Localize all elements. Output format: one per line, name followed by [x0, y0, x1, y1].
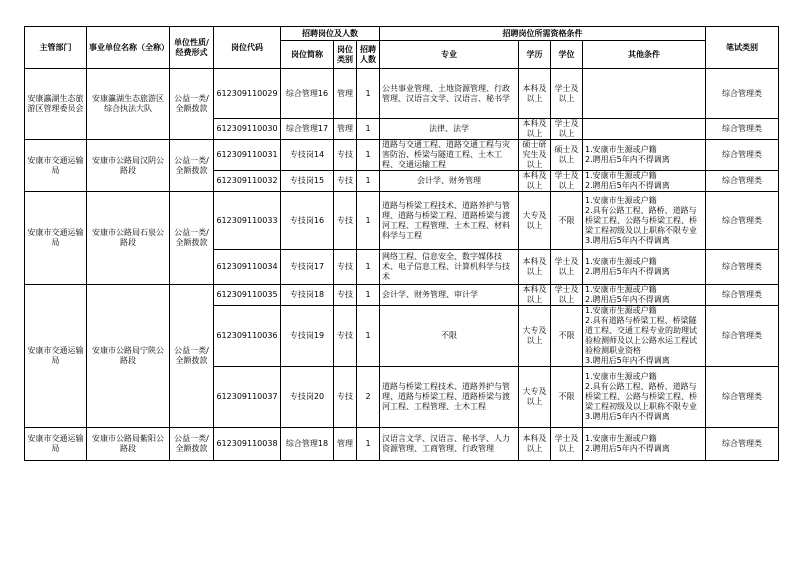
count-cell: 2	[357, 367, 380, 428]
degree-cell: 学士及以上	[551, 171, 583, 192]
major-cell: 道路与交通工程、道路交通工程与灾害防治、桥梁与隧道工程、土木工程、交通运输工程	[380, 140, 519, 171]
header-qual-group: 招聘岗位所需资格条件	[380, 27, 706, 41]
other-cell: 1.安康市生源或户籍 2.聘用后5年内不得调离	[583, 428, 706, 461]
dept-cell: 安康市交通运输局	[25, 140, 87, 192]
degree-cell: 不限	[551, 367, 583, 428]
major-cell: 会计学、财务管理	[380, 171, 519, 192]
other-cell	[583, 119, 706, 140]
code-cell: 612309110038	[214, 428, 281, 461]
header-edu: 学历	[519, 41, 551, 69]
pos-name-cell: 专技岗17	[281, 250, 334, 285]
degree-cell: 不限	[551, 192, 583, 250]
code-cell: 612309110034	[214, 250, 281, 285]
header-dept: 主管部门	[25, 27, 87, 69]
header-pos-name: 岗位简称	[281, 41, 334, 69]
code-cell: 612309110029	[214, 69, 281, 119]
major-cell: 道路与桥梁工程技术、道路养护与管理、道路与桥梁工程、道路桥梁与渡河工程、工程管理、土木工程、材料科学与工程	[380, 192, 519, 250]
dept-cell: 安康市交通运输局	[25, 285, 87, 428]
pos-name-cell: 综合管理16	[281, 69, 334, 119]
edu-cell: 本科及以上	[519, 119, 551, 140]
table-body	[25, 69, 779, 461]
exam-cell: 综合管理类	[706, 171, 779, 192]
degree-cell: 硕士及以上	[551, 140, 583, 171]
other-cell: 1.安康市生源或户籍 2.聘用后5年内不得调离	[583, 250, 706, 285]
other-cell: 1.安康市生源或户籍 2.聘用后5年内不得调离	[583, 171, 706, 192]
dept-cell: 安康市交通运输局	[25, 428, 87, 461]
other-cell: 1.安康市生源或户籍 2.聘用后5年内不得调离	[583, 140, 706, 171]
pos-type-cell: 管理	[334, 428, 357, 461]
table-row	[25, 428, 779, 461]
header-other: 其他条件	[583, 41, 706, 69]
major-cell: 不限	[380, 306, 519, 367]
header-pos-type: 岗位类别	[334, 41, 357, 69]
count-cell: 1	[357, 428, 380, 461]
edu-cell: 本科及以上	[519, 171, 551, 192]
code-cell: 612309110036	[214, 306, 281, 367]
unit-cell: 安康市公路局紫阳公路段	[87, 428, 170, 461]
code-cell: 612309110035	[214, 285, 281, 306]
other-cell: 1.安康市生源或户籍 2.具有道路与桥梁工程、桥梁隧道工程、交通工程专业的助理试验检测师及以上公路水运工程试验检测职业资格 3.聘用后5年内不得调离	[583, 306, 706, 367]
header-major: 专业	[380, 41, 519, 69]
header-unit: 事业单位名称（全称）	[87, 27, 170, 69]
other-cell	[583, 69, 706, 119]
pos-type-cell: 管理	[334, 69, 357, 119]
unit-cell: 安康市公路局石泉公路段	[87, 192, 170, 285]
count-cell: 1	[357, 250, 380, 285]
code-cell: 612309110030	[214, 119, 281, 140]
major-cell: 法律、法学	[380, 119, 519, 140]
major-cell: 会计学、财务管理、审计学	[380, 285, 519, 306]
edu-cell: 大专及以上	[519, 192, 551, 250]
major-cell: 道路与桥梁工程技术、道路养护与管理、道路与桥梁工程、道路桥梁与渡河工程、工程管理、土木工程	[380, 367, 519, 428]
recruitment-table	[24, 26, 779, 461]
nature-cell: 公益一类/全额拨款	[170, 69, 214, 140]
exam-cell: 综合管理类	[706, 119, 779, 140]
pos-name-cell: 专技岗20	[281, 367, 334, 428]
pos-type-cell: 专技	[334, 192, 357, 250]
edu-cell: 大专及以上	[519, 306, 551, 367]
table-row	[25, 140, 779, 171]
code-cell: 612309110033	[214, 192, 281, 250]
major-cell: 汉语言文学、汉语言、秘书学、人力资源管理、工商管理、行政管理	[380, 428, 519, 461]
header-code: 岗位代码	[214, 27, 281, 69]
degree-cell: 学士及以上	[551, 428, 583, 461]
count-cell: 1	[357, 306, 380, 367]
count-cell: 1	[357, 171, 380, 192]
pos-type-cell: 专技	[334, 306, 357, 367]
nature-cell: 公益一类/全额拨款	[170, 428, 214, 461]
pos-type-cell: 管理	[334, 119, 357, 140]
exam-cell: 综合管理类	[706, 285, 779, 306]
other-cell: 1.安康市生源或户籍 2.具有公路工程、路桥、道路与桥梁工程、公路与桥梁工程、桥梁工程初级及以上职称不限专业 3.聘用后5年内不得调离	[583, 367, 706, 428]
pos-name-cell: 专技岗19	[281, 306, 334, 367]
major-cell: 公共事业管理、土地资源管理、行政管理、汉语言文学、汉语言、秘书学	[380, 69, 519, 119]
header-exam: 笔试类别	[706, 27, 779, 69]
table-row	[25, 69, 779, 119]
exam-cell: 综合管理类	[706, 140, 779, 171]
code-cell: 612309110037	[214, 367, 281, 428]
degree-cell: 学士及以上	[551, 119, 583, 140]
exam-cell: 综合管理类	[706, 192, 779, 250]
other-cell: 1.安康市生源或户籍 2.具有公路工程、路桥、道路与桥梁工程、公路与桥梁工程、桥梁工程初级及以上职称不限专业 3.聘用后5年内不得调离	[583, 192, 706, 250]
degree-cell: 学士及以上	[551, 285, 583, 306]
table-row	[25, 192, 779, 250]
count-cell: 1	[357, 119, 380, 140]
header-count: 招聘人数	[357, 41, 380, 69]
exam-cell: 综合管理类	[706, 428, 779, 461]
degree-cell: 学士及以上	[551, 250, 583, 285]
dept-cell: 安康市交通运输局	[25, 192, 87, 285]
unit-cell: 安康市公路局宁陕公路段	[87, 285, 170, 428]
pos-name-cell: 综合管理18	[281, 428, 334, 461]
degree-cell: 学士及以上	[551, 69, 583, 119]
pos-type-cell: 专技	[334, 285, 357, 306]
count-cell: 1	[357, 192, 380, 250]
header-nature: 单位性质/经费形式	[170, 27, 214, 69]
code-cell: 612309110032	[214, 171, 281, 192]
pos-name-cell: 专技岗16	[281, 192, 334, 250]
nature-cell: 公益一类/全额拨款	[170, 285, 214, 428]
nature-cell: 公益一类/全额拨款	[170, 140, 214, 192]
dept-cell: 安康瀛湖生态旅游区管理委员会	[25, 69, 87, 140]
count-cell: 1	[357, 140, 380, 171]
code-cell: 612309110031	[214, 140, 281, 171]
unit-cell: 安康瀛湖生态旅游区综合执法大队	[87, 69, 170, 140]
edu-cell: 本科及以上	[519, 250, 551, 285]
edu-cell: 本科及以上	[519, 428, 551, 461]
pos-name-cell: 专技岗18	[281, 285, 334, 306]
pos-name-cell: 专技岗15	[281, 171, 334, 192]
exam-cell: 综合管理类	[706, 250, 779, 285]
header-degree: 学位	[551, 41, 583, 69]
count-cell: 1	[357, 69, 380, 119]
nature-cell: 公益一类/全额拨款	[170, 192, 214, 285]
pos-name-cell: 综合管理17	[281, 119, 334, 140]
other-cell: 1.安康市生源或户籍 2.聘用后5年内不得调离	[583, 285, 706, 306]
pos-type-cell: 专技	[334, 140, 357, 171]
edu-cell: 本科及以上	[519, 69, 551, 119]
exam-cell: 综合管理类	[706, 306, 779, 367]
exam-cell: 综合管理类	[706, 69, 779, 119]
table-row	[25, 285, 779, 306]
degree-cell: 不限	[551, 306, 583, 367]
unit-cell: 安康市公路局汉阴公路段	[87, 140, 170, 192]
count-cell: 1	[357, 285, 380, 306]
edu-cell: 硕士研究生及以上	[519, 140, 551, 171]
exam-cell: 综合管理类	[706, 367, 779, 428]
pos-type-cell: 专技	[334, 250, 357, 285]
pos-name-cell: 专技岗14	[281, 140, 334, 171]
edu-cell: 本科及以上	[519, 285, 551, 306]
edu-cell: 大专及以上	[519, 367, 551, 428]
pos-type-cell: 专技	[334, 171, 357, 192]
pos-type-cell: 专技	[334, 367, 357, 428]
header-position-group: 招聘岗位及人数	[281, 27, 380, 41]
major-cell: 网络工程、信息安全、数字媒体技术、电子信息工程、计算机科学与技术	[380, 250, 519, 285]
